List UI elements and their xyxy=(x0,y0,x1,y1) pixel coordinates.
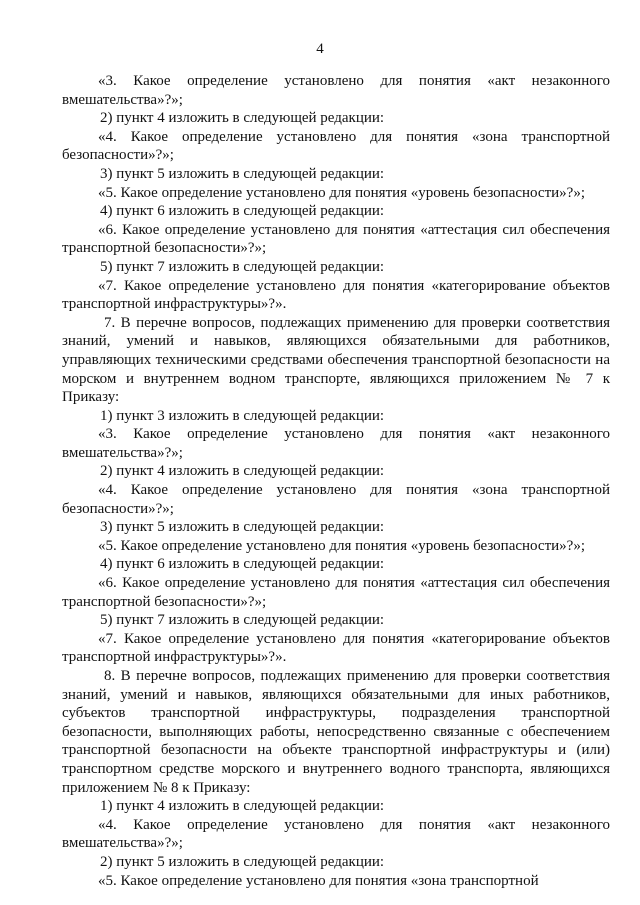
quoted-amendment: «6. Какое определение установлено для понятия «аттестация сил обеспечения транспортной безопасности»?»; xyxy=(62,221,610,257)
quoted-amendment: «3. Какое определение установлено для понятия «акт незаконного вмешательства»?»; xyxy=(62,73,610,108)
quoted-amendment: «7. Какое определение установлено для понятия «категорирование объектов транспортной инфраструктуры»?». xyxy=(62,630,610,666)
quoted-amendment: «7. Какое определение установлено для понятия «категорирование объектов транспортной инфраструктуры»?». xyxy=(62,277,610,313)
quoted-amendment: «5. Какое определение установлено для понятия «уровень безопасности»?»; xyxy=(98,537,585,554)
numbered-instruction: 3) пункт 5 изложить в следующей редакции: xyxy=(100,165,385,182)
document-body xyxy=(62,72,610,890)
quoted-amendment: «4. Какое определение установлено для понятия «акт незаконного вмешательства»?»; xyxy=(62,816,610,852)
numbered-instruction: 5) пункт 7 изложить в следующей редакции: xyxy=(100,612,385,629)
numbered-instruction: 2) пункт 5 изложить в следующей редакции: xyxy=(100,853,385,870)
numbered-instruction: 4) пункт 6 изложить в следующей редакции: xyxy=(100,203,385,220)
page-number: 4 xyxy=(316,41,324,57)
section-paragraph: 8. В перечне вопросов, подлежащих применению для проверки соответствия знаний, умений и навыков, являющихся обязательными для иных работников, субъектов транспортной инфраструктуры, подразделения транспортной безопасности, выполняющих работы, непосредственно связанные с обеспечением транспортной безопасности на объекте транспортной инфраструктуры и (или) транспортном средстве морского и внутреннего водного транспорта, являющихся приложением № 8 к Приказу: xyxy=(62,668,610,796)
numbered-instruction: 2) пункт 4 изложить в следующей редакции: xyxy=(100,110,385,127)
numbered-instruction: 2) пункт 4 изложить в следующей редакции: xyxy=(100,463,385,480)
quoted-amendment: «4. Какое определение установлено для понятия «зона транспортной безопасности»?»; xyxy=(62,482,610,517)
quoted-amendment: «6. Какое определение установлено для понятия «аттестация сил обеспечения транспортной безопасности»?»; xyxy=(62,575,610,610)
numbered-instruction: 4) пункт 6 изложить в следующей редакции: xyxy=(100,556,385,573)
numbered-instruction: 3) пункт 5 изложить в следующей редакции: xyxy=(100,519,385,536)
quoted-amendment: «5. Какое определение установлено для понятия «уровень безопасности»?»; xyxy=(98,184,585,201)
quoted-amendment: «5. Какое определение установлено для понятия «зона транспортной xyxy=(98,872,539,889)
numbered-instruction: 1) пункт 3 изложить в следующей редакции: xyxy=(100,407,385,424)
quoted-amendment: «3. Какое определение установлено для понятия «акт незаконного вмешательства»?»; xyxy=(62,426,610,461)
quoted-amendment: «4. Какое определение установлено для понятия «зона транспортной безопасности»?»; xyxy=(62,128,610,164)
numbered-instruction: 5) пункт 7 изложить в следующей редакции: xyxy=(100,258,385,275)
section-paragraph: 7. В перечне вопросов, подлежащих применению для проверки соответствия знаний, умений и навыков, являющихся обязательными для работников, управляющих техническими средствами обеспечения транспортной безопасности на морском и внутреннем водном транспорте, являющихся приложением № 7 к Приказу: xyxy=(62,314,610,406)
numbered-instruction: 1) пункт 4 изложить в следующей редакции: xyxy=(100,798,385,815)
